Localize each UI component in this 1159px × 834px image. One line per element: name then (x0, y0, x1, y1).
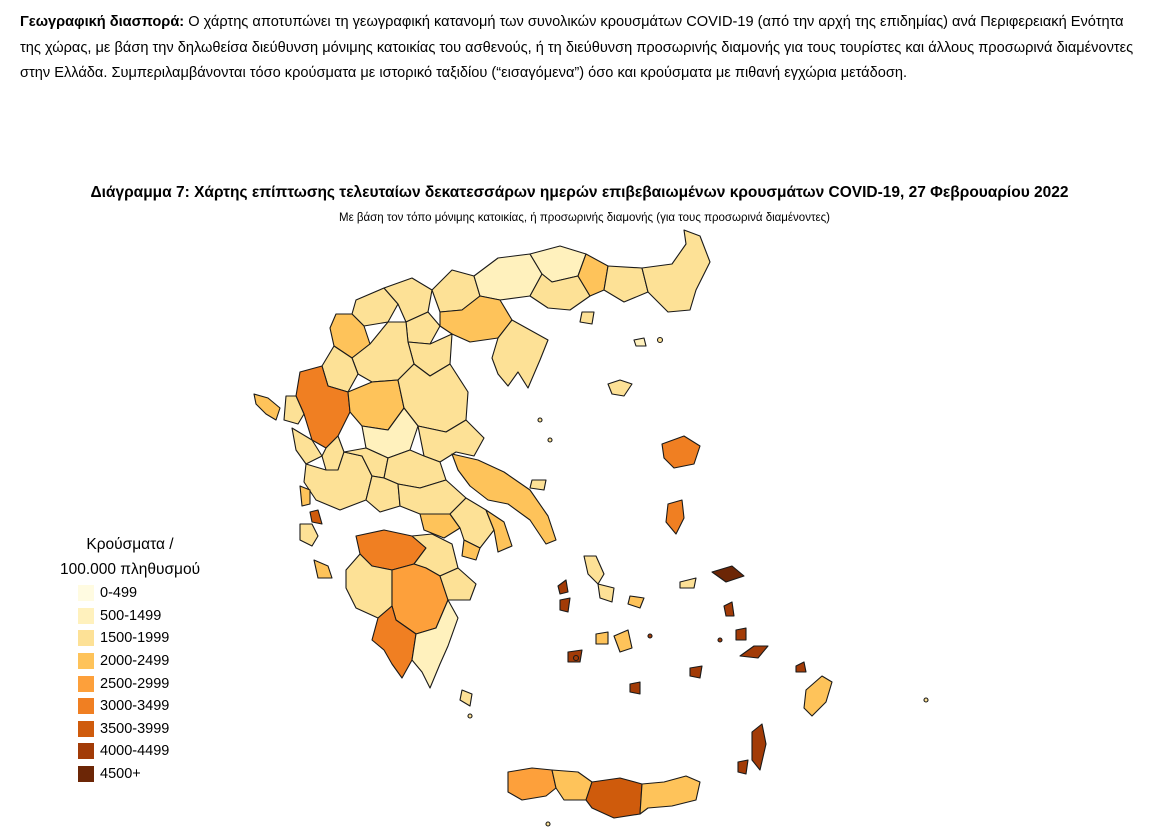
region-rodopi (604, 266, 648, 302)
legend-swatch (78, 653, 94, 669)
legend-title-line2: 100.000 πληθυσμού (59, 561, 201, 578)
legend (50, 532, 230, 785)
region-rodos (804, 676, 832, 716)
region-tilos (796, 662, 806, 672)
region-santorini (630, 682, 640, 694)
region-tinos (628, 596, 644, 608)
region-kythnos (560, 598, 570, 612)
region-kalymnos (724, 602, 734, 616)
region-samothraki (634, 338, 646, 346)
region-kefallonia-main (300, 524, 318, 546)
region-evros (642, 230, 710, 312)
region-chios (666, 500, 684, 534)
legend-item (50, 650, 230, 673)
legend-item (50, 672, 230, 695)
legend-label: 3000-3499 (100, 698, 170, 715)
region-leros (736, 628, 746, 640)
intro-text: Ο χάρτης αποτυπώνει τη γεωγραφική κατανομή των συνολικών κρουσμάτων COVID-19 (από την αρχή της επιδημίας) ανά Περιφερειακή Ενότητα της χώρας, με βάση την δηλωθείσα διεύθυνση μόνιμης κατοικίας του ασθενούς, ή τη διεύθυνση προσωρινής διαμονής για τους τουρίστες και άλλους προσωρινά διαμένοντες στην Ελλάδα. Συμπεριλαμβάνονται τόσο κρούσματα με ιστορικό ταξιδίου (“εισαγόμενα”) όσο και κρούσματα με πιθανή εγχώρια μετάδοση. (20, 14, 1134, 81)
legend-swatch (78, 743, 94, 759)
legend-item (50, 627, 230, 650)
legend-label: 2500-2999 (100, 675, 170, 692)
region-chania (508, 768, 556, 800)
region-rethymno (552, 770, 592, 800)
islet (468, 714, 472, 718)
islet (538, 418, 542, 422)
map-subtitle: Με βάση τον τόπο μόνιμης κατοικίας, ή προσωρινής διαμονής (για τους προσωρινά διαμένοντες) (338, 212, 830, 224)
legend-label: 500-1499 (100, 607, 162, 624)
region-lefkada (300, 486, 310, 506)
region-irakleio (586, 778, 642, 818)
legend-item (50, 718, 230, 741)
region-andros (598, 584, 614, 602)
region-astypalaia (690, 666, 702, 678)
region-naxos (614, 630, 632, 652)
region-kasos (738, 760, 748, 774)
legend-title (50, 532, 210, 582)
region-lesvos (662, 436, 700, 468)
region-ikaria (680, 578, 696, 588)
legend-item (50, 740, 230, 763)
legend-title-line1: Κρούσματα / (86, 536, 174, 553)
region-karpathos (752, 724, 766, 770)
islet (574, 656, 579, 661)
region-skiros (584, 556, 604, 584)
region-thasos (580, 312, 594, 324)
region-paros (596, 632, 608, 644)
islet (924, 698, 928, 702)
region-limnos (608, 380, 632, 396)
map-title: Διάγραμμα 7: Χάρτης επίπτωσης τελευταίων δεκατεσσάρων ημερών επιβεβαιωμένων κρουσμάτων COVID-19, 27 Φεβρουαρίου 2022 (90, 184, 1069, 201)
islet (648, 634, 652, 638)
legend-item (50, 763, 230, 786)
region-kea (558, 580, 568, 594)
legend-swatch (78, 721, 94, 737)
legend-swatch (78, 676, 94, 692)
legend-swatch (78, 766, 94, 782)
legend-label: 2000-2499 (100, 653, 170, 670)
legend-swatch (78, 608, 94, 624)
legend-label: 4500+ (100, 766, 141, 783)
legend-item (50, 695, 230, 718)
legend-label: 0-499 (100, 585, 138, 602)
region-kos (740, 646, 768, 658)
region-kerkyra (254, 394, 280, 420)
region-zakynthos (314, 560, 332, 578)
region-samos (712, 566, 744, 582)
intro-label: Γεωγραφική διασπορά: (20, 14, 185, 30)
legend-label: 1500-1999 (100, 630, 170, 647)
islet (718, 638, 722, 642)
legend-swatch (78, 698, 94, 714)
legend-label: 4000-4499 (100, 743, 170, 760)
legend-item (50, 582, 230, 605)
legend-label: 3500-3999 (100, 720, 170, 737)
islet (546, 822, 550, 826)
region-sporades (530, 480, 546, 490)
islet (548, 438, 552, 442)
legend-rows (50, 582, 230, 785)
region-kefallonia (310, 510, 322, 524)
region-kythira (460, 690, 472, 706)
legend-item (50, 605, 230, 628)
legend-swatch (78, 630, 94, 646)
islet (658, 338, 663, 343)
legend-swatch (78, 585, 94, 601)
region-lasithi (640, 776, 700, 814)
